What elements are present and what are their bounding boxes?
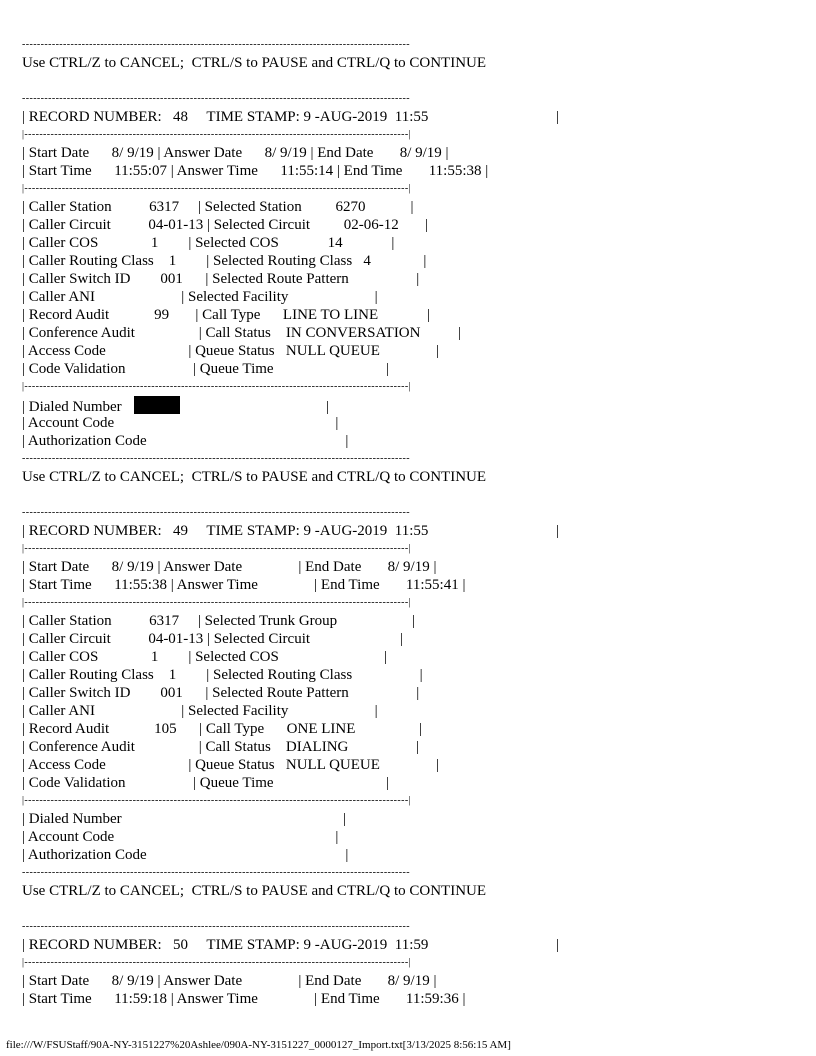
separator-line: |-------------------------------------------------------------------------------------------------------| [22, 543, 412, 554]
separator-line: |-------------------------------------------------------------------------------------------------------| [22, 129, 412, 140]
separator-line: -------------------------------------------------------------------------------------------------------- [22, 39, 410, 50]
log-line: | Caller Station 6317 | Selected Trunk Group | [22, 613, 416, 629]
log-line: | Conference Audit | Call Status DIALING | [22, 739, 419, 755]
log-line-redacted [22, 396, 802, 414]
separator-line: |-------------------------------------------------------------------------------------------------------| [22, 795, 412, 806]
separator-line: -------------------------------------------------------------------------------------------------------- [22, 507, 410, 518]
separator-line: |-------------------------------------------------------------------------------------------------------| [22, 183, 412, 194]
log-document [22, 36, 802, 1008]
log-line: | RECORD NUMBER: 48 TIME STAMP: 9 -AUG-2019 11:55 | [22, 109, 559, 125]
log-line: | Record Audit 99 | Call Type LINE TO LINE | [22, 307, 430, 323]
separator-line: |-------------------------------------------------------------------------------------------------------| [22, 381, 412, 392]
log-line: | Access Code | Queue Status NULL QUEUE | [22, 757, 440, 773]
blank-line [22, 900, 802, 918]
log-line: | Start Time 11:55:38 | Answer Time | End Time 11:55:41 | [22, 577, 466, 593]
log-line: Use CTRL/Z to CANCEL; CTRL/S to PAUSE and CTRL/Q to CONTINUE [22, 469, 487, 485]
log-line: | Caller Station 6317 | Selected Station 6270 | [22, 199, 414, 215]
log-line: | Code Validation | Queue Time | [22, 361, 390, 377]
separator-line: |-------------------------------------------------------------------------------------------------------| [22, 957, 412, 968]
log-line: | Authorization Code | [22, 847, 349, 863]
blank-line [22, 72, 802, 90]
blank-line [22, 486, 802, 504]
redaction-box [134, 396, 180, 414]
separator-line: -------------------------------------------------------------------------------------------------------- [22, 93, 410, 104]
log-line: | Dialed Number | [22, 811, 346, 827]
log-line: | Start Date 8/ 9/19 | Answer Date | End Date 8/ 9/19 | [22, 559, 437, 575]
log-line: | Start Date 8/ 9/19 | Answer Date | End Date 8/ 9/19 | [22, 973, 437, 989]
log-line: | Caller Switch ID 001 | Selected Route Pattern | [22, 271, 420, 287]
log-line: Use CTRL/Z to CANCEL; CTRL/S to PAUSE and CTRL/Q to CONTINUE [22, 55, 487, 71]
log-line: | Account Code | [22, 829, 339, 845]
log-line: | Caller COS 1 | Selected COS 14 | [22, 235, 395, 251]
log-line: | Caller Routing Class 1 | Selected Routing Class 4 | [22, 253, 427, 269]
log-line: | Access Code | Queue Status NULL QUEUE | [22, 343, 440, 359]
log-line: | Conference Audit | Call Status IN CONVERSATION | [22, 325, 461, 341]
log-line: | Caller Switch ID 001 | Selected Route Pattern | [22, 685, 420, 701]
log-line: | RECORD NUMBER: 50 TIME STAMP: 9 -AUG-2019 11:59 | [22, 937, 559, 953]
log-line-suffix: | [183, 399, 330, 414]
log-line: | Caller ANI | Selected Facility | [22, 703, 378, 719]
log-line: | Start Time 11:59:18 | Answer Time | End Time 11:59:36 | [22, 991, 466, 1007]
log-line: | Start Date 8/ 9/19 | Answer Date 8/ 9/19 | End Date 8/ 9/19 | [22, 145, 449, 161]
log-line: | Caller Circuit 04-01-13 | Selected Circuit | [22, 631, 404, 647]
log-line: Use CTRL/Z to CANCEL; CTRL/S to PAUSE and CTRL/Q to CONTINUE [22, 883, 487, 899]
log-line: | RECORD NUMBER: 49 TIME STAMP: 9 -AUG-2019 11:55 | [22, 523, 559, 539]
log-line-text: | Dialed Number [22, 399, 122, 414]
log-line: | Start Time 11:55:07 | Answer Time 11:55:14 | End Time 11:55:38 | [22, 163, 489, 179]
separator-line: -------------------------------------------------------------------------------------------------------- [22, 867, 410, 878]
separator-line: |-------------------------------------------------------------------------------------------------------| [22, 597, 412, 608]
separator-line: -------------------------------------------------------------------------------------------------------- [22, 453, 410, 464]
log-line: | Account Code | [22, 415, 339, 431]
log-line: | Caller Circuit 04-01-13 | Selected Circuit 02-06-12 | [22, 217, 429, 233]
log-line: | Caller COS 1 | Selected COS | [22, 649, 387, 665]
log-line: | Code Validation | Queue Time | [22, 775, 390, 791]
file-path-footer: file:///W/FSUStaff/90A-NY-3151227%20Ashlee/090A-NY-3151227_0000127_Import.txt[3/13/2025 8:56:15 AM] [6, 1039, 511, 1051]
log-line: | Record Audit 105 | Call Type ONE LINE | [22, 721, 423, 737]
separator-line: -------------------------------------------------------------------------------------------------------- [22, 921, 410, 932]
log-line: | Authorization Code | [22, 433, 349, 449]
log-line: | Caller Routing Class 1 | Selected Routing Class | [22, 667, 423, 683]
log-line: | Caller ANI | Selected Facility | [22, 289, 378, 305]
